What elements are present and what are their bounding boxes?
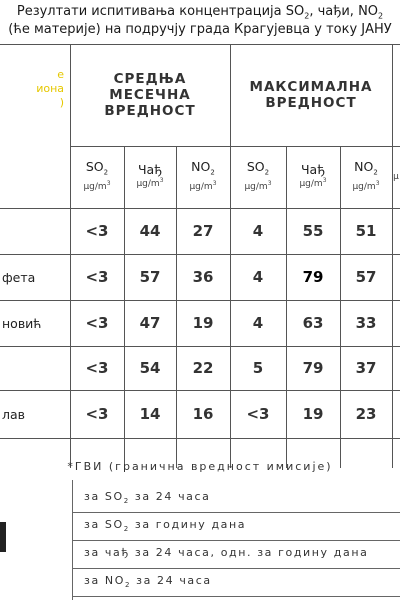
measurement-value: <3 — [85, 359, 109, 377]
pollutant-subscript: 2 — [373, 168, 378, 177]
location-header-text: иона — [36, 82, 64, 95]
unit-superscript: 3 — [106, 180, 111, 188]
unit-header — [70, 146, 124, 208]
max-value-header-line: ВРЕДНОСТ — [265, 95, 357, 111]
unit-superscript: 3 — [212, 180, 217, 188]
measurement-value: 55 — [302, 222, 324, 240]
pollutant-symbol: Чађ — [137, 162, 163, 177]
unit-header — [124, 146, 176, 208]
measurement-value: 33 — [355, 314, 377, 332]
location-header-fragment — [0, 44, 70, 146]
pollutant-symbol: $SO_2$ — [85, 158, 109, 177]
pollutant-symbol: $NO_2$ — [354, 158, 378, 177]
unit-superscript: 3 — [267, 180, 272, 188]
unit-label: $\mu g/m^3$ — [352, 180, 380, 193]
unit-label: $\mu g/m^3$ — [244, 180, 272, 193]
measurement-value: 63 — [302, 314, 324, 332]
limit-subscript: 2 — [123, 497, 130, 506]
measurement-value: <3 — [246, 405, 270, 423]
limits-divider — [72, 480, 73, 600]
limit-row-divider — [72, 568, 400, 569]
limit-row-divider — [72, 596, 400, 597]
measurement-value: 36 — [192, 268, 214, 286]
max-value-header-line: МАКСИМАЛНА — [249, 79, 373, 95]
measurement-value: <3 — [85, 222, 109, 240]
unit-header — [176, 146, 230, 208]
measurement-value: 44 — [139, 222, 161, 240]
unit-label: $\mu g/m^3$ — [299, 177, 327, 189]
unit-label: $\mu g/m^3$ — [189, 180, 217, 193]
measurement-value: <3 — [85, 314, 109, 332]
limit-row-divider — [72, 512, 400, 513]
title-text: , чађи, NO — [309, 4, 379, 19]
measurement-value: 19 — [192, 314, 214, 332]
unit-header — [340, 146, 392, 208]
mean-value-header-line: СРЕДЊА — [113, 71, 187, 87]
unit-superscript: 3 — [322, 177, 327, 184]
measurement-value: 79 — [302, 359, 324, 377]
limit-value-text: за $NO_2$ за 24 часа — [84, 574, 212, 590]
unit-header — [230, 146, 286, 208]
table-column-divider — [392, 44, 393, 468]
measurement-value: 19 — [302, 405, 324, 423]
measurement-value: 79 — [302, 268, 324, 286]
gvi-caption: *ГВИ (гранична вредност имисије) — [67, 460, 333, 473]
measurement-value: 54 — [139, 359, 161, 377]
measurements-table — [0, 44, 400, 468]
unit-superscript: 3 — [159, 177, 164, 184]
pollutant-subscript: 2 — [210, 168, 215, 177]
measurement-value: 57 — [139, 268, 161, 286]
unit-label: $\mu g/m^3$ — [83, 180, 111, 193]
pollutant-symbol: $NO_2$ — [191, 158, 215, 177]
limit-value-text: за чађ за 24 часа, одн. за годину дана — [84, 546, 369, 559]
measurement-value: 27 — [192, 222, 214, 240]
title-subscript: 2 — [304, 11, 310, 21]
mean-value-header-line: МЕСЕЧНА — [109, 87, 191, 103]
location-label — [0, 346, 72, 390]
unit-superscript: 3 — [375, 180, 380, 188]
title-subscript: 2 — [378, 11, 384, 21]
title-text: Резултати испитивања концентрација SO — [16, 4, 305, 19]
location-header-text: ) — [59, 96, 64, 109]
pollutant-symbol: $SO_2$ — [246, 158, 270, 177]
max-value-header — [230, 44, 392, 146]
measurement-value: 16 — [192, 405, 214, 423]
location-label: новић — [2, 315, 42, 331]
limit-subscript: 2 — [124, 581, 132, 590]
measurement-value: <3 — [85, 405, 109, 423]
measurement-value: 4 — [252, 314, 264, 332]
measurement-value: 4 — [252, 222, 264, 240]
pollutant-subscript: 2 — [264, 168, 270, 177]
measurement-value: <3 — [85, 268, 109, 286]
measurement-value: 14 — [139, 405, 161, 423]
location-header-text: е — [57, 68, 64, 81]
measurement-value: 22 — [192, 359, 214, 377]
location-label: лав — [2, 406, 26, 422]
unit-header — [392, 146, 400, 208]
limit-value-text: за $SO_2$ за годину дана — [84, 518, 247, 534]
measurement-value: 57 — [355, 268, 377, 286]
mean-value-header-line: ВРЕДНОСТ — [104, 103, 196, 119]
limit-row-divider — [72, 540, 400, 541]
cropped-glyph — [0, 522, 6, 552]
measurement-value: 5 — [252, 359, 264, 377]
location-label — [0, 208, 72, 254]
report-title-line-1 — [0, 4, 400, 21]
measurement-value: 23 — [355, 405, 377, 423]
unit-label: μ — [393, 171, 399, 182]
mean-value-header — [70, 44, 230, 146]
measurement-value: 51 — [355, 222, 377, 240]
measurement-value: 37 — [355, 359, 377, 377]
limit-value-text: за $SO_2$ за 24 часа — [84, 490, 211, 506]
pollutant-subscript: 2 — [103, 168, 109, 177]
measurement-value: 47 — [139, 314, 161, 332]
limit-subscript: 2 — [123, 525, 130, 534]
measurement-value: 4 — [252, 268, 264, 286]
unit-header — [286, 146, 340, 208]
location-label: фета — [2, 269, 36, 285]
report-title-line-2: (ћe материје) на подручју града Крагујевца у току ЈАНУ — [8, 22, 392, 37]
unit-label: $\mu g/m^3$ — [136, 177, 164, 189]
pollutant-symbol: Чађ — [300, 162, 326, 177]
